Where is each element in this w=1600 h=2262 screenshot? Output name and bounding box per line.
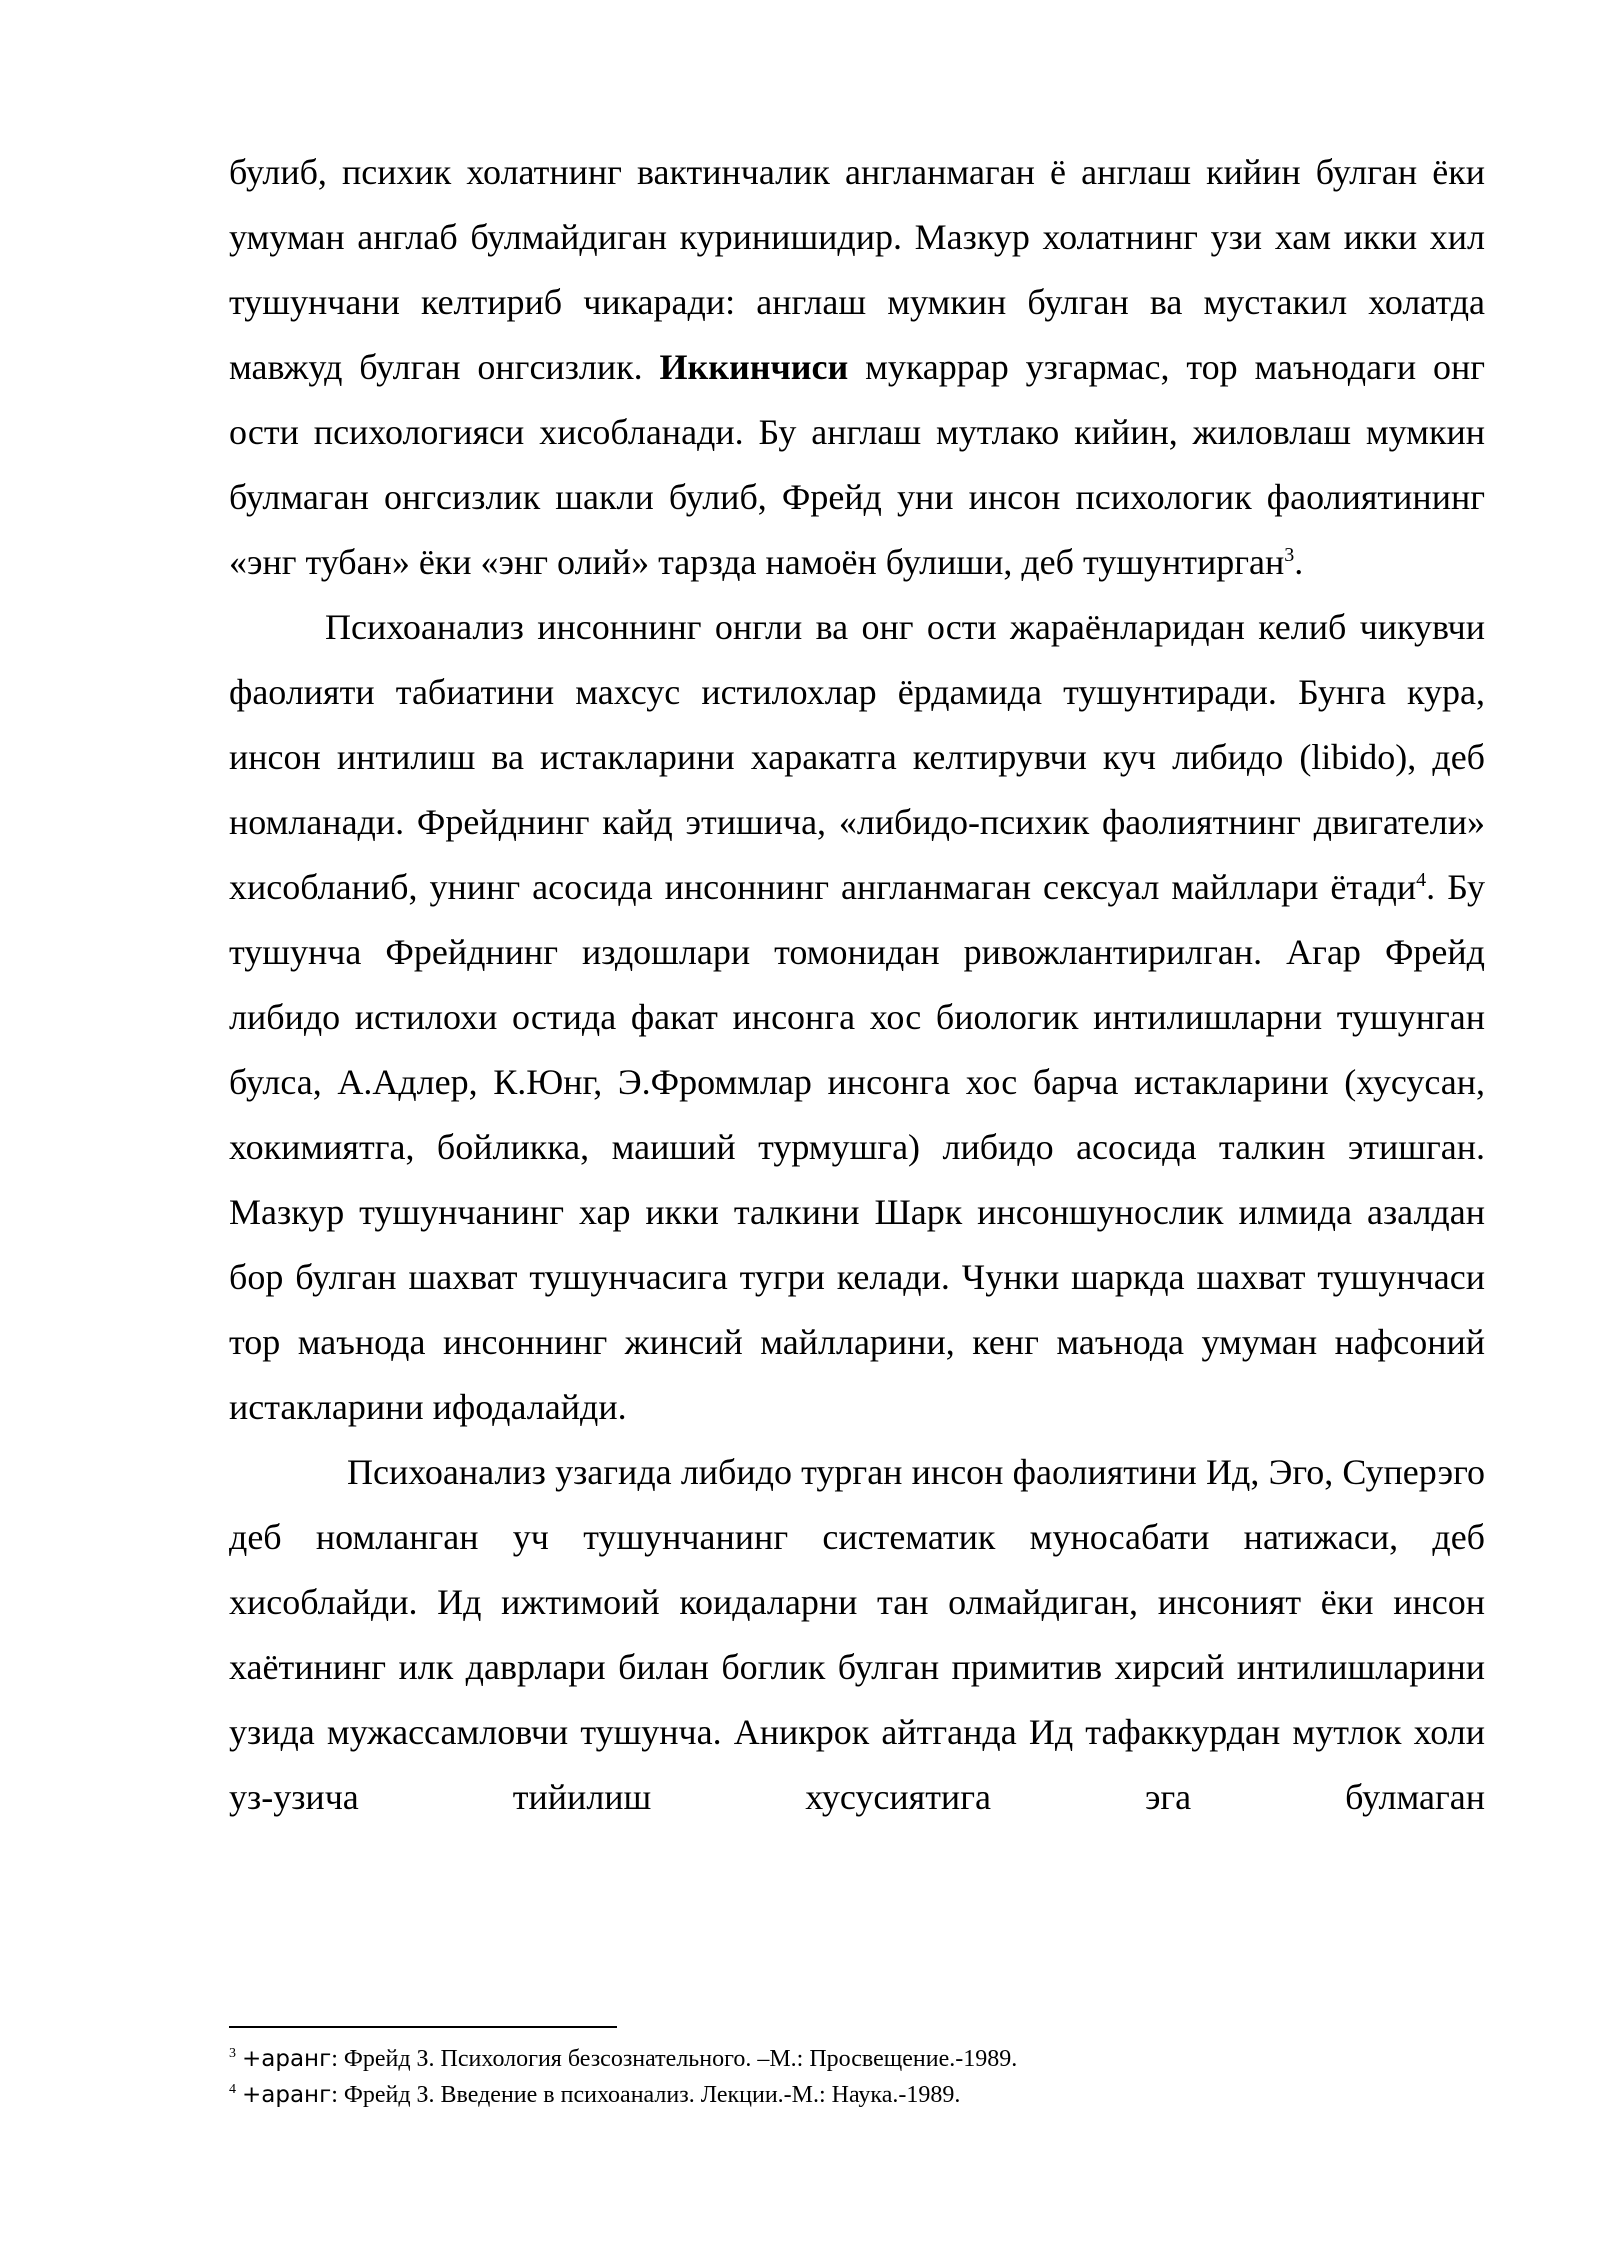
- footnotes-area: [229, 2041, 1485, 2113]
- footnote-4-mark: 4: [229, 2082, 236, 2097]
- footnote-4-tag: +аранг: [242, 2082, 332, 2108]
- paragraph-3: Психоанализ узагида либидо турган инсон фаолиятини Ид, Эго, Суперэго деб номланган уч тушунчанинг систематик муносабати натижаси, деб хисоблайди. Ид ижтимоий коидаларни тан олмайдиган, инсоният ёки инсон хаётининг илк даврлари билан боглик булган примитив хирсий интилишларини узида мужассамловчи тушунча. Аникрок айтганда Ид тафаккурдан мутлок холи уз-узича тийилиш хусусиятига эга булмаган: [229, 1452, 1485, 1817]
- paragraph-1-text-start: булиб, психик холатнинг вактинчалик англанмаган ё англаш кийин булган ёки умуман англаб булмайдиган куринишидир. Мазкур холатнинг узи хам икки хил тушунчани келтириб чикаради: англаш мумкин булган ва мустакил холатда мавжуд булган онгсизлик.: [229, 152, 1485, 387]
- footnote-3-mark: 3: [229, 2046, 236, 2061]
- footnote-ref-3[interactable]: 3: [1284, 544, 1295, 566]
- paragraph-1-bold-term: Иккинчиси: [659, 347, 849, 387]
- footnote-3: [229, 2041, 1485, 2077]
- paragraph-2-text-start: Психоанализ инсоннинг онгли ва онг ости жараёнларидан келиб чикувчи фаолияти табиатини махсус истилохлар ёрдамида тушунтиради. Бунга кура, инсон интилиш ва истакларини харакатга келтирувчи куч либидо (libido), деб номланади. Фрейднинг кайд этишича, «либидо-психик фаолиятнинг двигатели» хисобланиб, унинг асосида инсоннинг англанмаган сексуал майллари ётади: [229, 607, 1485, 907]
- footnote-divider: [229, 2026, 617, 2028]
- footnote-ref-4[interactable]: 4: [1416, 869, 1427, 891]
- footnote-3-text: : Фрейд З. Психология безсознательного. –М.: Просвещение.-1989.: [331, 2046, 1018, 2072]
- body-text: [229, 140, 1485, 1830]
- paragraph-1-text-end: мукаррар узгармас, тор маънодаги онг ости психологияси хисобланади. Бу англаш мутлако кийин, жиловлаш мумкин булмаган онгсизлик шакли булиб, Фрейд уни инсон психологик фаолиятининг «энг тубан» ёки «энг олий» тарзда намоён булиши, деб тушунтирган: [229, 347, 1486, 582]
- footnote-4-text: : Фрейд З. Введение в психоанализ. Лекции.-М.: Наука.-1989.: [331, 2082, 961, 2108]
- footnote-4: [229, 2077, 1485, 2113]
- paragraph-1: [229, 140, 1485, 595]
- paragraph-2-text-end: . Бу тушунча Фрейднинг издошлари томонидан ривожлантирилган. Агар Фрейд либидо истилохи остида факат инсонга хос биологик интилишларни тушунган булса, А.Адлер, К.Юнг, Э.Фроммлар инсонга хос барча истакларини (хусусан, хокимиятга, бойликка, маиший турмушга) либидо асосида талкин этишган. Мазкур тушунчанинг хар икки талкини Шарк инсоншунослик илмида азалдан бор булган шахват тушунчасига тугри келади. Чунки шаркда шахват тушунчаси тор маънода инсоннинг жинсий майлларини, кенг маънода умуман нафсоний истакларини ифодалайди.: [229, 867, 1485, 1427]
- paragraph-2: [229, 595, 1485, 1440]
- footnote-3-tag: +аранг: [242, 2046, 332, 2072]
- paragraph-1-period: .: [1294, 542, 1304, 582]
